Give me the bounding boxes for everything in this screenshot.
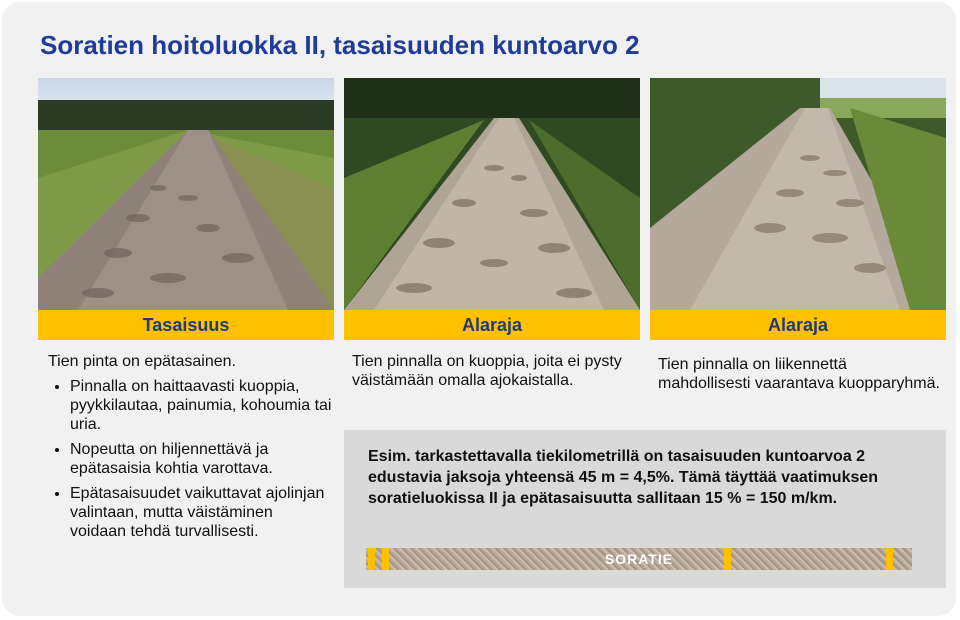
list-item: • Epätasaisuudet vaikuttavat ajolinjan valintaan, mutta väistäminen voidaan tehdä turvallisesti. xyxy=(70,484,333,541)
example-box xyxy=(344,430,946,588)
description-list xyxy=(48,377,333,541)
description-intro: Tien pinta on epätasainen. xyxy=(48,353,236,370)
tasaisuus-description xyxy=(48,352,333,547)
road-strip xyxy=(366,548,912,570)
example-text: Esim. tarkastettavalla tiekilometrillä on tasaisuuden kuntoarvoa 2 edustavia jaksoja yhteensä 45 m = 4,5%. Tämä täyttää vaatimuksen soratieluokissa II ja epätasaisuutta sallitaan 15 % = 150 m/km. xyxy=(368,448,879,507)
road-photo-tasaisuus xyxy=(38,78,334,310)
road-photo-alaraja-1 xyxy=(344,78,640,310)
road-label: SORATIE xyxy=(604,551,674,567)
label-tasaisuus: Tasaisuus xyxy=(38,310,334,340)
alaraja-2-description: Tien pinnalla on liikennettä mahdollisesti vaarantava kuopparyhmä. xyxy=(658,356,940,392)
page-title: Soratien hoitoluokka II, tasaisuuden kuntoarvo 2 xyxy=(40,30,640,60)
list-item: • Nopeutta on hiljennettävä ja epätasaisia kohtia varottava. xyxy=(70,440,333,478)
road-photo-alaraja-2 xyxy=(650,78,946,310)
alaraja-1-description: Tien pinnalla on kuoppia, joita ei pysty väistämään omalla ajokaistalla. xyxy=(352,353,622,389)
label-alaraja-2: Alaraja xyxy=(650,310,946,340)
label-alaraja-1: Alaraja xyxy=(344,310,640,340)
list-item: • Pinnalla on haittaavasti kuoppia, pyykkilautaa, painumia, kohoumia tai uria. xyxy=(70,377,333,434)
